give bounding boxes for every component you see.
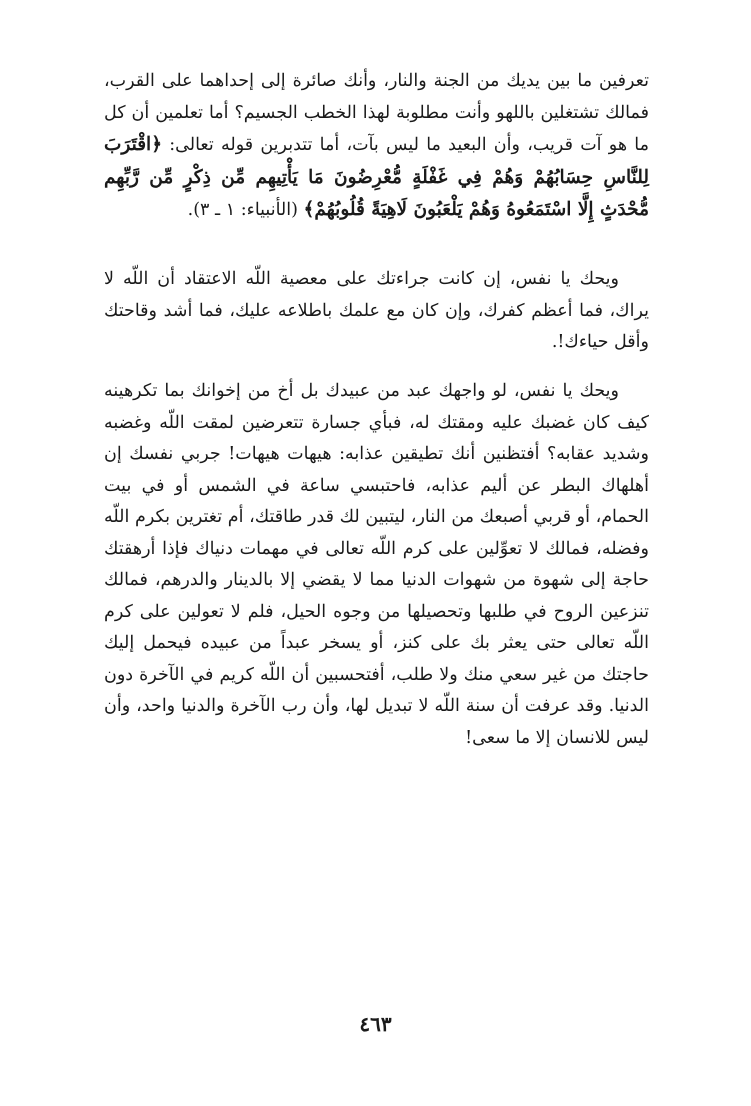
paragraph-2 (104, 264, 649, 359)
page-number: ٤٦٣ (359, 1012, 392, 1036)
quran-verse: ﴿اقْتَرَبَ لِلنَّاسِ حِسَابُهُمْ وَهُمْ فِي غَفْلَةٍ مُّعْرِضُونَ مَا يَأْتِيهِم مِّن ذِكْرٍ مِّن رَّبِّهِم مُّحْدَثٍ إِلَّا اسْتَمَعُوهُ وَهُمْ يَلْعَبُونَ لَاهِيَةً قُلُوبُهُمْ﴾ (104, 134, 649, 220)
paragraph-3-text: ويحك يا نفس، لو واجهك عبد من عبيدك بل أخ من إخوانك بما تكرهينه كيف كان غضبك عليه ومقتك له، فبأي جسارة تتعرضين لمقت اللّه وغضبه وشديد عقابه؟ أفتظنين أنك تطيقين عذابه: هيهات هيهات! جربي نفسك إن أهلهاك البطر عن أليم عذابه، فاحتبسي ساعة في الشمس أو في بيت الحمام، أو قربي أصبعك من النار، ليتبين لك قدر طاقتك، أم تغترين بكرم اللّه وفضله، فمالك لا تعوِّلين على كرم اللّه تعالى في مهمات دنياك فإذا أرهقتك حاجة إلى شهوة من شهوات الدنيا مما لا يقضي إلا بالدينار والدرهم، فمالك تنزعين الروح في طلبها وتحصيلها من وجوه الحيل، فلم لا تعولين على كرم اللّه تعالى حتى يعثر بك على كنز، أو يسخر عبداً من عبيده فيحمل إليك حاجتك من غير سعي منك ولا طلب، أفتحسبين أن اللّه كريم في الآخرة دون الدنيا. وقد عرفت أن سنة اللّه لا تبديل لها، وأن رب الآخرة والدنيا واحد، وأن ليس للانسان إلا ما سعى! (104, 381, 649, 748)
paragraph-2-text: ويحك يا نفس، إن كانت جراءتك على معصية اللّه الاعتقاد أن اللّه لا يراك، فما أعظم كفرك، وإن كان مع علمك باطلاعه عليك، فما أشد وقاحتك وأقل حياءك!. (104, 269, 649, 352)
verse-reference: (الأنبياء: ١ ـ ٣). (187, 200, 304, 220)
text-block-2 (104, 264, 649, 359)
text-block-3 (104, 376, 649, 754)
paragraph-3 (104, 376, 649, 754)
text-block (104, 66, 649, 227)
paragraph-1 (104, 66, 649, 227)
paragraph-1-text-a: تعرفين ما بين يديك من الجنة والنار، وأنك صائرة إلى إحداهما على القرب، فمالك تشتغلين باللهو وأنت مطلوبة لهذا الخطب الجسيم؟ أما تعلمين أن كل ما هو آت قريب، وأن البعيد ما ليس بآت، أما تتدبرين قوله تعالى: (104, 71, 649, 155)
